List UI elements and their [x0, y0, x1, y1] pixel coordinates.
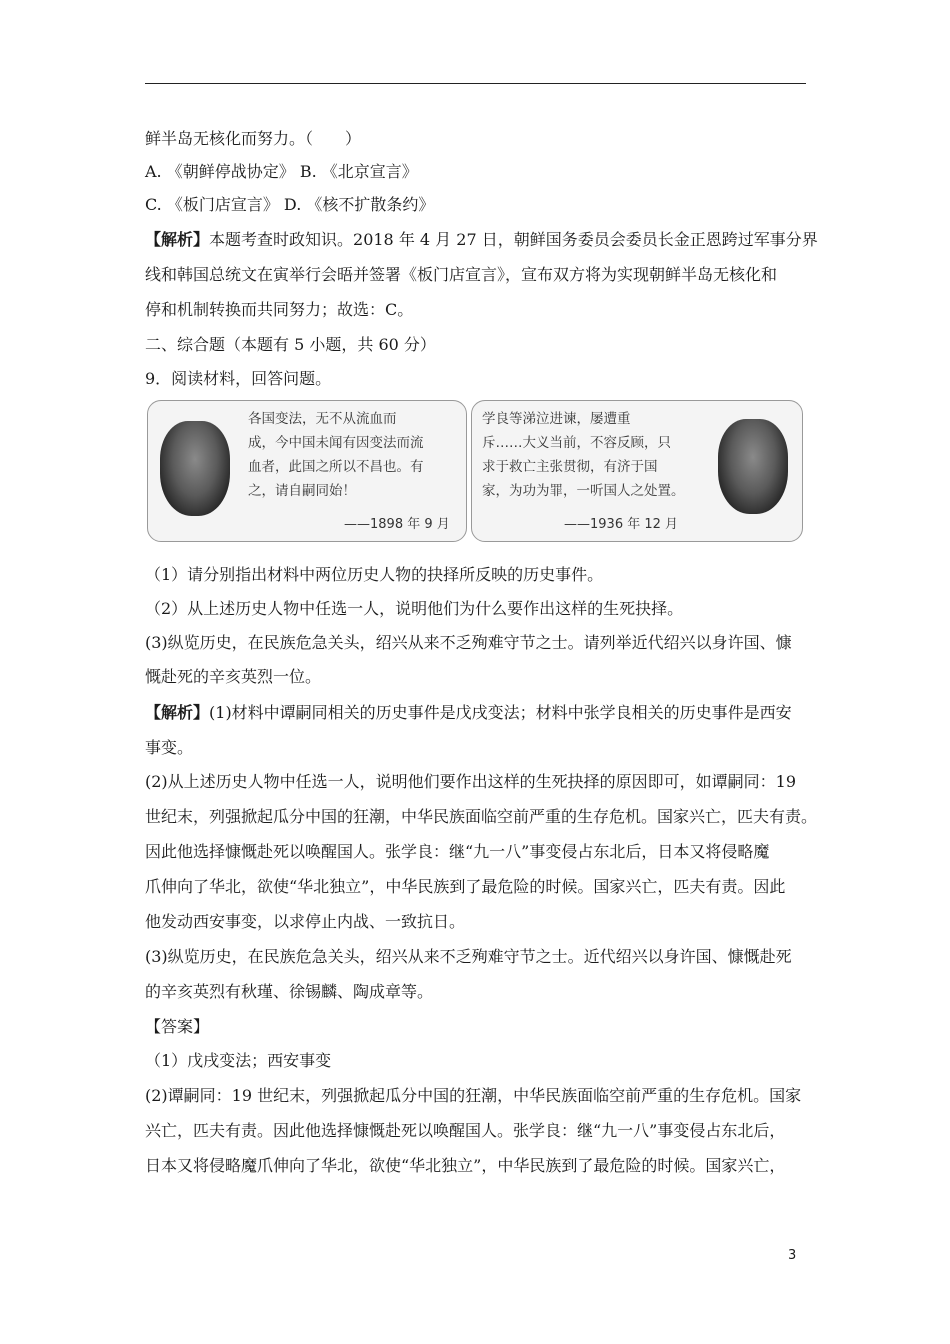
zhang-xueliang-portrait [718, 419, 788, 514]
text-line: 线和韩国总统文在寅举行会晤并签署《板门店宣言》，宣布双方将为实现朝鲜半岛无核化和 [145, 265, 778, 284]
text-line: 因此他选择慷慨赴死以唤醒国人。张学良：继“九一八”事变侵占东北后，日本又将侵略魔 [145, 842, 770, 861]
text-line: 事变。 [145, 738, 194, 757]
answer-heading: 【答案】 [145, 1017, 210, 1036]
material-figure [145, 400, 805, 542]
question-item: （1）请分别指出材料中两位历史人物的抉择所反映的历史事件。 [145, 565, 604, 584]
text-line: 世纪末，列强掀起瓜分中国的狂潮，中华民族面临空前严重的生存危机。国家兴亡，匹夫有责。 [145, 807, 818, 826]
text-line: (2)从上述历史人物中任选一人，说明他们要作出这样的生死抉择的原因即可，如谭嗣同：19 [145, 772, 797, 791]
header-rule [145, 83, 806, 84]
zhang-xueliang-quote: 学良等涕泣进谏，屡遭重 斥……大义当前，不容反顾，只 求于救亡主张贯彻，有济于国 家，为功为罪，一听国人之处置。 [482, 411, 685, 499]
zhang-xueliang-panel [471, 400, 803, 542]
question-item: 慨赴死的辛亥英烈一位。 [145, 667, 322, 686]
answer-line: （1）戊戌变法；西安事变 [145, 1051, 332, 1070]
tan-sitong-quote: 各国变法，无不从流血而 成，今中国未闻有因变法而流 血者，此国之所以不昌也。有 之，请自嗣同始！ [248, 411, 424, 499]
answer-line: (2)谭嗣同：19 世纪末，列强掀起瓜分中国的狂潮，中华民族面临空前严重的生存危机。国家 [145, 1086, 802, 1105]
left-date: ——1898 年 9 月 [344, 517, 450, 532]
text-line: 他发动西安事变，以求停止内战、一致抗日。 [145, 912, 466, 931]
page-number: 3 [788, 1248, 797, 1263]
text-line: 的辛亥英烈有秋瑾、徐锡麟、陶成章等。 [145, 982, 434, 1001]
option-line: C. 《板门店宣言》 D. 《核不扩散条约》 [145, 195, 435, 214]
analysis-label: 【解析】 [145, 703, 210, 722]
tan-sitong-panel [147, 400, 467, 542]
question-heading: 9．阅读材料，回答问题。 [145, 369, 332, 388]
section-heading: 二、综合题（本题有 5 小题，共 60 分） [145, 335, 436, 354]
question-item: (3)纵览历史，在民族危急关头，绍兴从来不乏殉难守节之士。请列举近代绍兴以身许国、慷 [145, 633, 792, 652]
text-line: 鲜半岛无核化而努力。（ ） [145, 129, 362, 148]
text-line: 爪伸向了华北，欲使“华北独立”，中华民族到了最危险的时候。国家兴亡，匹夫有责。因此 [145, 877, 786, 896]
analysis-label: 【解析】 [145, 230, 210, 249]
analysis-line: 【解析】本题考查时政知识。2018 年 4 月 27 日，朝鲜国务委员会委员长金正恩跨过军事分界 [145, 230, 818, 249]
analysis-line: 【解析】(1)材料中谭嗣同相关的历史事件是戊戌变法；材料中张学良相关的历史事件是西安 [145, 703, 792, 722]
tan-sitong-portrait [160, 421, 230, 516]
answer-line: 兴亡，匹夫有责。因此他选择慷慨赴死以唤醒国人。张学良：继“九一八”事变侵占东北后， [145, 1121, 786, 1140]
text-line: (3)纵览历史，在民族危急关头，绍兴从来不乏殉难守节之士。近代绍兴以身许国、慷慨赴死 [145, 947, 792, 966]
question-item: （2）从上述历史人物中任选一人，说明他们为什么要作出这样的生死抉择。 [145, 599, 684, 618]
answer-line: 日本又将侵略魔爪伸向了华北，欲使“华北独立”，中华民族到了最危险的时候。国家兴亡， [145, 1156, 786, 1175]
option-line: A. 《朝鲜停战协定》 B. 《北京宣言》 [145, 162, 418, 181]
text-line: 停和机制转换而共同努力；故选：C。 [145, 300, 414, 319]
right-date: ——1936 年 12 月 [564, 517, 679, 532]
